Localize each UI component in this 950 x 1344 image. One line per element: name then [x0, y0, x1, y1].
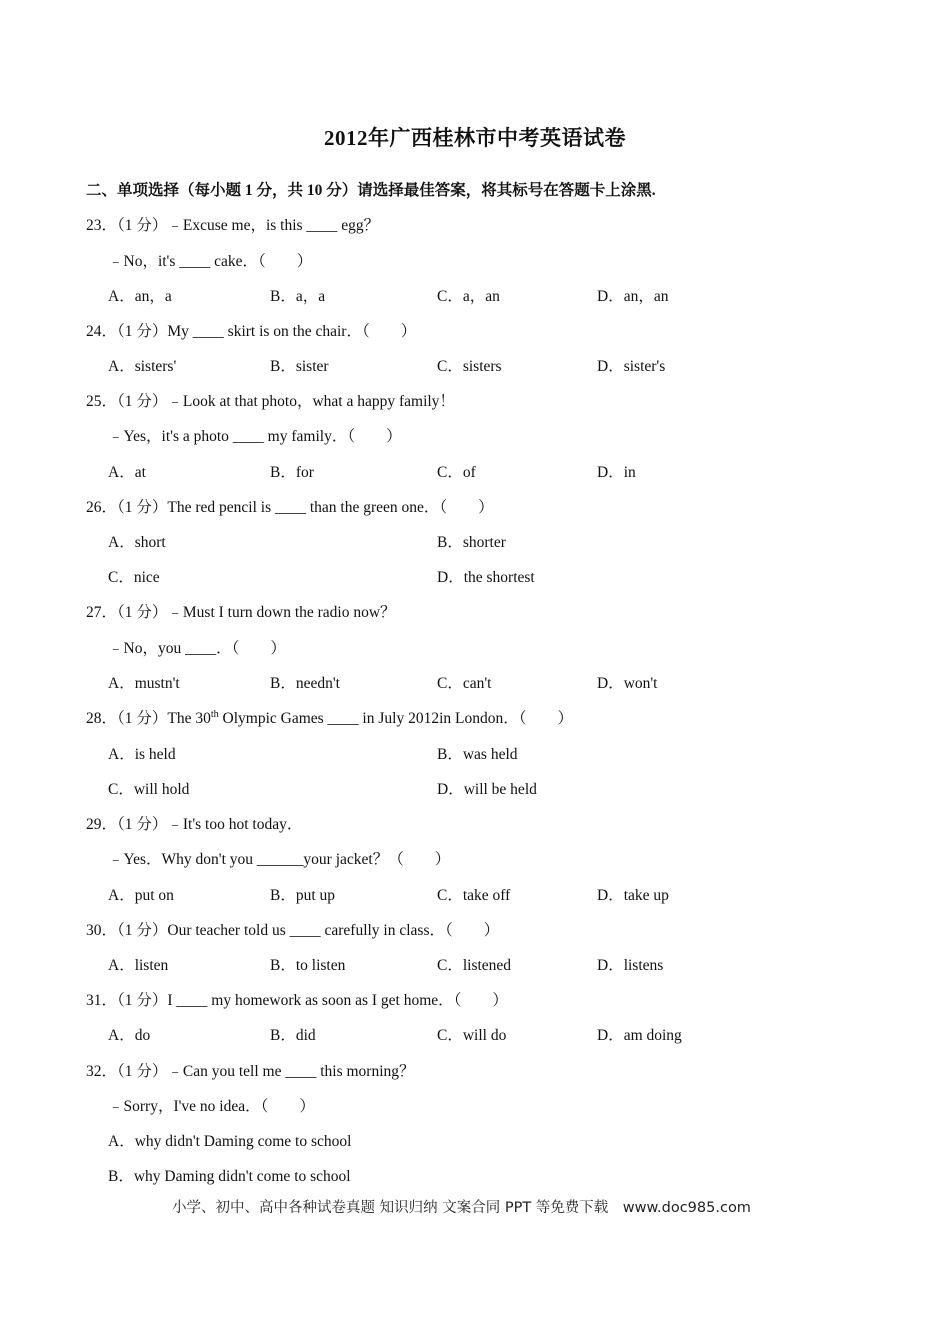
q30-option-d[interactable]: D．listens — [597, 957, 664, 974]
question-24: 24．（1 分）My ____ skirt is on the chair．（ ） — [86, 323, 417, 340]
q23-option-b[interactable]: B．a，a — [270, 288, 326, 305]
q28-text-post: Olympic Games ____ in July 2012in London．（ ） — [218, 710, 573, 727]
q24-option-d[interactable]: D．sister's — [597, 358, 666, 375]
q26-option-b[interactable]: B．shorter — [437, 534, 506, 551]
q31-option-b[interactable]: B．did — [270, 1027, 316, 1044]
q23-option-c[interactable]: C．a，an — [437, 288, 500, 305]
question-29: 29．（1 分）﹣It's too hot today． — [86, 816, 303, 833]
question-25-reply: ﹣Yes，it's a photo ____ my family．（ ） — [108, 428, 402, 445]
page-title: 2012年广西桂林市中考英语试卷 — [324, 126, 626, 150]
question-23: 23．（1 分）﹣Excuse me，is this ____ egg？ — [86, 217, 380, 234]
q30-option-b[interactable]: B．to listen — [270, 957, 346, 974]
q30-option-c[interactable]: C．listened — [437, 957, 512, 974]
q30-option-a[interactable]: A．listen — [108, 957, 169, 974]
q25-option-a[interactable]: A．at — [108, 464, 146, 481]
q25-option-d[interactable]: D．in — [597, 464, 636, 481]
q27-option-d[interactable]: D．won't — [597, 675, 658, 692]
q26-option-a[interactable]: A．short — [108, 534, 166, 551]
q29-option-c[interactable]: C．take off — [437, 887, 511, 904]
q31-option-d[interactable]: D．am doing — [597, 1027, 682, 1044]
question-30: 30．（1 分）Our teacher told us ____ carefully in class．（ ） — [86, 922, 500, 939]
question-29-reply: ﹣Yes．Why don't you ______your jacket？（ ） — [108, 851, 451, 868]
question-27-reply: ﹣No，you ____．（ ） — [108, 640, 286, 657]
q26-option-d[interactable]: D．the shortest — [437, 569, 535, 586]
question-23-reply: ﹣No，it's ____ cake．（ ） — [108, 253, 313, 270]
question-25: 25．（1 分）﹣Look at that photo，what a happy family！ — [86, 393, 455, 410]
question-26: 26．（1 分）The red pencil is ____ than the green one．（ ） — [86, 499, 494, 516]
q24-option-c[interactable]: C．sisters — [437, 358, 502, 375]
q28-text-pre: 28．（1 分）The 30 — [86, 710, 211, 727]
q25-option-c[interactable]: C．of — [437, 464, 476, 481]
question-32-reply: ﹣Sorry，I've no idea．（ ） — [108, 1098, 315, 1115]
q28-option-c[interactable]: C．will hold — [108, 781, 190, 798]
question-31: 31．（1 分）I ____ my homework as soon as I get home．（ ） — [86, 992, 508, 1009]
q28-option-a[interactable]: A．is held — [108, 746, 176, 763]
q29-option-a[interactable]: A．put on — [108, 887, 174, 904]
footer-watermark: 小学、初中、高中各种试卷真题 知识归纳 文案合同 PPT 等免费下载 www.doc985.com — [172, 1200, 751, 1216]
q26-option-c[interactable]: C．nice — [108, 569, 160, 586]
q23-option-a[interactable]: A．an，a — [108, 288, 172, 305]
q29-option-d[interactable]: D．take up — [597, 887, 669, 904]
q31-option-c[interactable]: C．will do — [437, 1027, 507, 1044]
q27-option-a[interactable]: A．mustn't — [108, 675, 180, 692]
q28-ordinal-suffix: th — [210, 708, 219, 720]
q23-option-d[interactable]: D．an，an — [597, 288, 669, 305]
q27-option-b[interactable]: B．needn't — [270, 675, 340, 692]
q29-option-b[interactable]: B．put up — [270, 887, 336, 904]
q25-option-b[interactable]: B．for — [270, 464, 314, 481]
section-heading: 二、单项选择（每小题 1 分，共 10 分）请选择最佳答案，将其标号在答题卡上涂黑. — [86, 182, 656, 199]
q32-option-a[interactable]: A．why didn't Daming come to school — [108, 1133, 352, 1150]
q28-option-d[interactable]: D．will be held — [437, 781, 537, 798]
question-28 — [86, 709, 573, 729]
q31-option-a[interactable]: A．do — [108, 1027, 151, 1044]
q28-option-b[interactable]: B．was held — [437, 746, 518, 763]
question-32: 32．（1 分）﹣Can you tell me ____ this morning？ — [86, 1063, 415, 1080]
question-27: 27．（1 分）﹣Must I turn down the radio now？ — [86, 604, 396, 621]
q24-option-a[interactable]: A．sisters' — [108, 358, 177, 375]
q24-option-b[interactable]: B．sister — [270, 358, 329, 375]
q32-option-b[interactable]: B．why Daming didn't come to school — [108, 1168, 351, 1185]
q27-option-c[interactable]: C．can't — [437, 675, 492, 692]
